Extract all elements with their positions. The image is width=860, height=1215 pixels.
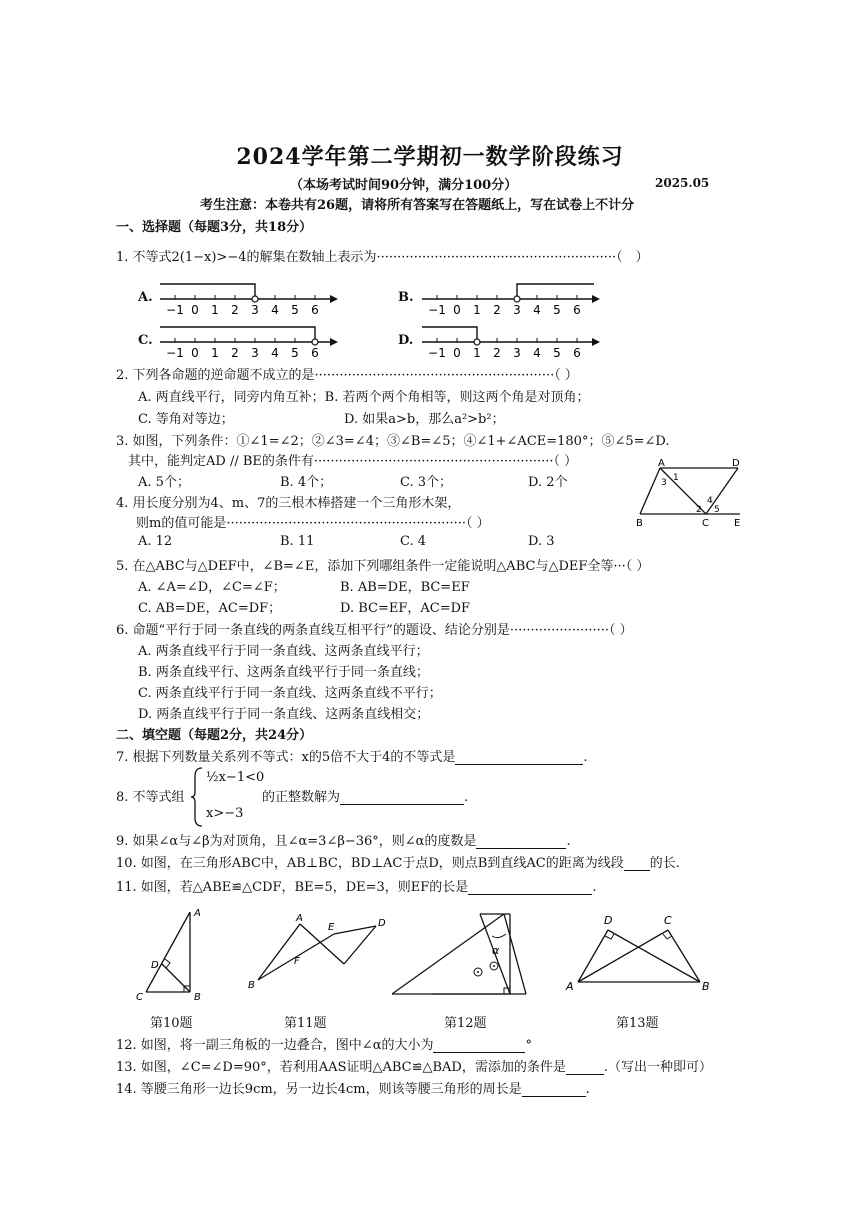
question-14 [116,1078,590,1097]
question-8-pre: 8. 不等式组 [116,790,185,805]
question-2: 2. 下列各命题的逆命题不成立的是··························································（ ） [116,368,578,383]
f10-label-c: C [136,992,143,1003]
question-7-end: . [583,750,588,765]
q10-answer-blank[interactable] [624,856,650,871]
q3-figure [628,456,748,528]
question-14-text: 14. 等腰三角形一边长9cm，另一边长4cm，则该等腰三角形的周长是 [116,1082,522,1097]
q3-label-5: 5 [714,505,720,515]
tick-label: 2 [493,346,501,360]
q6-option-a: A. 两条直线平行于同一条直线、这两条直线平行； [138,644,429,659]
f11-label-a: A [296,913,303,924]
f12-label-alpha: α [492,944,500,957]
q1-option-d-label: D. [398,333,414,348]
question-8-end: . [464,790,469,805]
q3-label-e: E [734,518,741,528]
question-13-text: 13. 如图，∠C=∠D=90°，若利用AAS证明△ABC≌△BAD，需添加的条件是 [116,1060,566,1075]
q3-label-1: 1 [673,473,679,483]
exam-duration: （本场考试时间90分钟，满分100分） [290,178,518,193]
q4-option-b: B. 11 [280,534,315,549]
question-13 [116,1056,712,1075]
figure-10 [134,904,214,1004]
figure-11 [244,912,394,992]
q12-answer-blank[interactable] [433,1038,525,1053]
f13-label-d: D [604,914,613,927]
tick-label: −1 [166,346,184,360]
q6-option-d: D. 两条直线平行于同一条直线、这两条直线相交； [138,707,430,722]
number-line-b [422,278,602,318]
q3-label-3: 3 [661,478,667,488]
tick-label: 3 [513,303,521,317]
exam-date: 2025.05 [655,176,710,190]
figure-13-caption: 第13题 [616,1016,659,1031]
q5-option-d: D. BC=EF，AC=DF [340,601,471,616]
f13-label-a: A [566,980,574,993]
question-9 [116,830,571,849]
question-10-text: 10. 如图，在三角形ABC中，AB⊥BC，BD⊥AC于点D，则点B到直线AC的距离为线段 [116,856,624,871]
question-10 [116,852,680,871]
question-11-end: . [592,880,597,895]
page-title: 2024学年第二学期初一数学阶段练习 [236,144,624,170]
tick-label: 4 [533,303,541,317]
q4-option-a: A. 12 [138,534,173,549]
tick-label: 0 [191,303,199,317]
q3-label-b: B [636,518,643,528]
question-7-text: 7. 根据下列数量关系列不等式：x的5倍不大于4的不等式是 [116,750,456,765]
tick-label: 6 [311,303,319,317]
tick-label: 1 [211,346,219,360]
q8-inequality-2: x>−3 [206,806,244,821]
q6-option-c: C. 两条直线平行于同一条直线、这两条直线不平行； [138,686,442,701]
f10-label-d: D [151,960,159,971]
tick-label: 3 [513,346,521,360]
f11-label-d: D [378,918,386,929]
q2-option-c: C. 等角对等边； [138,412,234,427]
tick-label: 1 [473,346,481,360]
figure-11-caption: 第11题 [284,1016,327,1031]
question-11 [116,876,596,895]
section-choice-title: 一、选择题（每题3分，共18分） [116,220,313,235]
figure-13 [564,910,714,994]
tick-label: 4 [271,303,279,317]
f11-label-f: F [294,956,300,967]
f11-label-e: E [328,922,335,933]
q5-option-a: A. ∠A=∠D，∠C=∠F； [138,580,286,595]
question-7 [116,746,588,765]
tick-label: 4 [533,346,541,360]
q14-answer-blank[interactable] [522,1082,586,1097]
question-12-text: 12. 如图，将一副三角板的一边叠合，图中∠α的大小为 [116,1038,434,1053]
tick-label: −1 [428,303,446,317]
q5-option-c: C. AB=DE，AC=DF； [138,601,282,616]
q3-label-a: A [658,458,665,469]
f10-label-b: B [194,992,201,1003]
f10-label-a: A [194,908,201,919]
q9-answer-blank[interactable] [476,834,566,849]
tick-label: 1 [211,303,219,317]
exam-notice: 考生注意：本卷共有26题，请将所有答案写在答题纸上，写在试卷上不计分 [200,198,635,213]
question-12 [116,1034,532,1053]
question-6: 6. 命题“平行于同一条直线的两条直线互相平行”的题设、结论分别是························（ ） [116,623,633,638]
figure-12-caption: 第12题 [444,1016,487,1031]
q3-option-b: B. 4个； [280,475,333,490]
question-8 [262,786,468,805]
question-11-text: 11. 如图，若△ABE≌△CDF，BE=5，DE=3，则EF的长是 [116,880,469,895]
q3-option-c: C. 3个； [400,475,453,490]
question-12-end: ° [525,1038,532,1053]
number-line-c [160,321,340,361]
tick-label: 2 [493,303,501,317]
tick-label: 6 [573,303,581,317]
question-9-end: . [566,834,571,849]
question-10-end: 的长. [649,856,680,871]
section-fill-title: 二、填空题（每题2分，共24分） [116,728,313,743]
tick-label: 5 [291,346,299,360]
tick-label: 6 [311,346,319,360]
q4-option-c: C. 4 [400,534,427,549]
tick-label: 1 [473,303,481,317]
q1-option-c-label: C. [138,333,153,348]
q11-answer-blank[interactable] [468,880,592,895]
q13-answer-blank[interactable] [566,1060,604,1075]
f13-label-b: B [702,980,710,993]
f13-label-c: C [664,914,672,927]
question-8-text: 的正整数解为 [262,790,341,805]
question-3-line2: 其中，能判定AD // BE的条件有··························································（ ） [128,454,578,469]
q3-label-c: C [702,518,709,528]
question-3: 3. 如图，下列条件：①∠1=∠2；②∠3=∠4；③∠B=∠5；④∠1+∠ACE=180°；⑤∠5=∠D. [116,434,670,449]
q3-label-4: 4 [707,496,713,506]
tick-label: 0 [191,346,199,360]
q6-option-b: B. 两条直线平行、这两条直线平行于同一条直线； [138,665,429,680]
q2-option-d: D. 如果a>b，那么a²>b²； [344,412,505,427]
tick-label: 0 [453,303,461,317]
tick-label: 6 [573,346,581,360]
tick-label: 2 [231,346,239,360]
tick-label: −1 [166,303,184,317]
tick-label: −1 [428,346,446,360]
q7-answer-blank[interactable] [455,750,583,765]
q1-option-a-label: A. [138,290,153,305]
question-4: 4. 用长度分别为4、m、7的三根木棒搭建一个三角形木架， [116,496,461,511]
question-4-line2: 则m的值可能是··························································（ ） [136,516,490,531]
tick-label: 3 [251,303,259,317]
tick-label: 5 [553,303,561,317]
question-9-text: 9. 如果∠α与∠β为对顶角，且∠α=3∠β−36°，则∠α的度数是 [116,834,477,849]
figure-12 [386,910,536,1000]
q2-option-ab: A. 两直线平行，同旁内角互补；B. 若两个两个角相等，则这两个角是对顶角； [138,390,590,405]
q8-inequality-1: ½x−1<0 [206,770,265,785]
q8-answer-blank[interactable] [340,790,464,805]
question-5: 5. 在△ABC与△DEF中，∠B=∠E，添加下列哪组条件一定能说明△ABC与△DEF全等···（ ） [116,559,650,574]
question-14-end: . [585,1082,590,1097]
q4-option-d: D. 3 [528,534,555,549]
tick-label: 4 [271,346,279,360]
tick-label: 5 [553,346,561,360]
q3-label-d: D [732,458,740,469]
f11-label-b: B [248,980,255,991]
q3-option-a: A. 5个； [138,475,190,490]
figure-10-caption: 第10题 [150,1016,193,1031]
tick-label: 2 [231,303,239,317]
question-13-end: .（写出一种即可） [603,1060,712,1075]
q3-option-d: D. 2个 [528,475,568,490]
question-1: 1. 不等式2(1−x)>−4的解集在数轴上表示为··························································（ ） [116,250,649,265]
number-line-d [422,321,602,361]
tick-label: 5 [291,303,299,317]
q3-label-2: 2 [696,505,702,515]
q5-option-b: B. AB=DE，BC=EF [340,580,470,595]
tick-label: 3 [251,346,259,360]
number-line-a [160,278,340,318]
tick-label: 0 [453,346,461,360]
q1-option-b-label: B. [398,290,414,305]
system-brace-icon [190,766,204,828]
